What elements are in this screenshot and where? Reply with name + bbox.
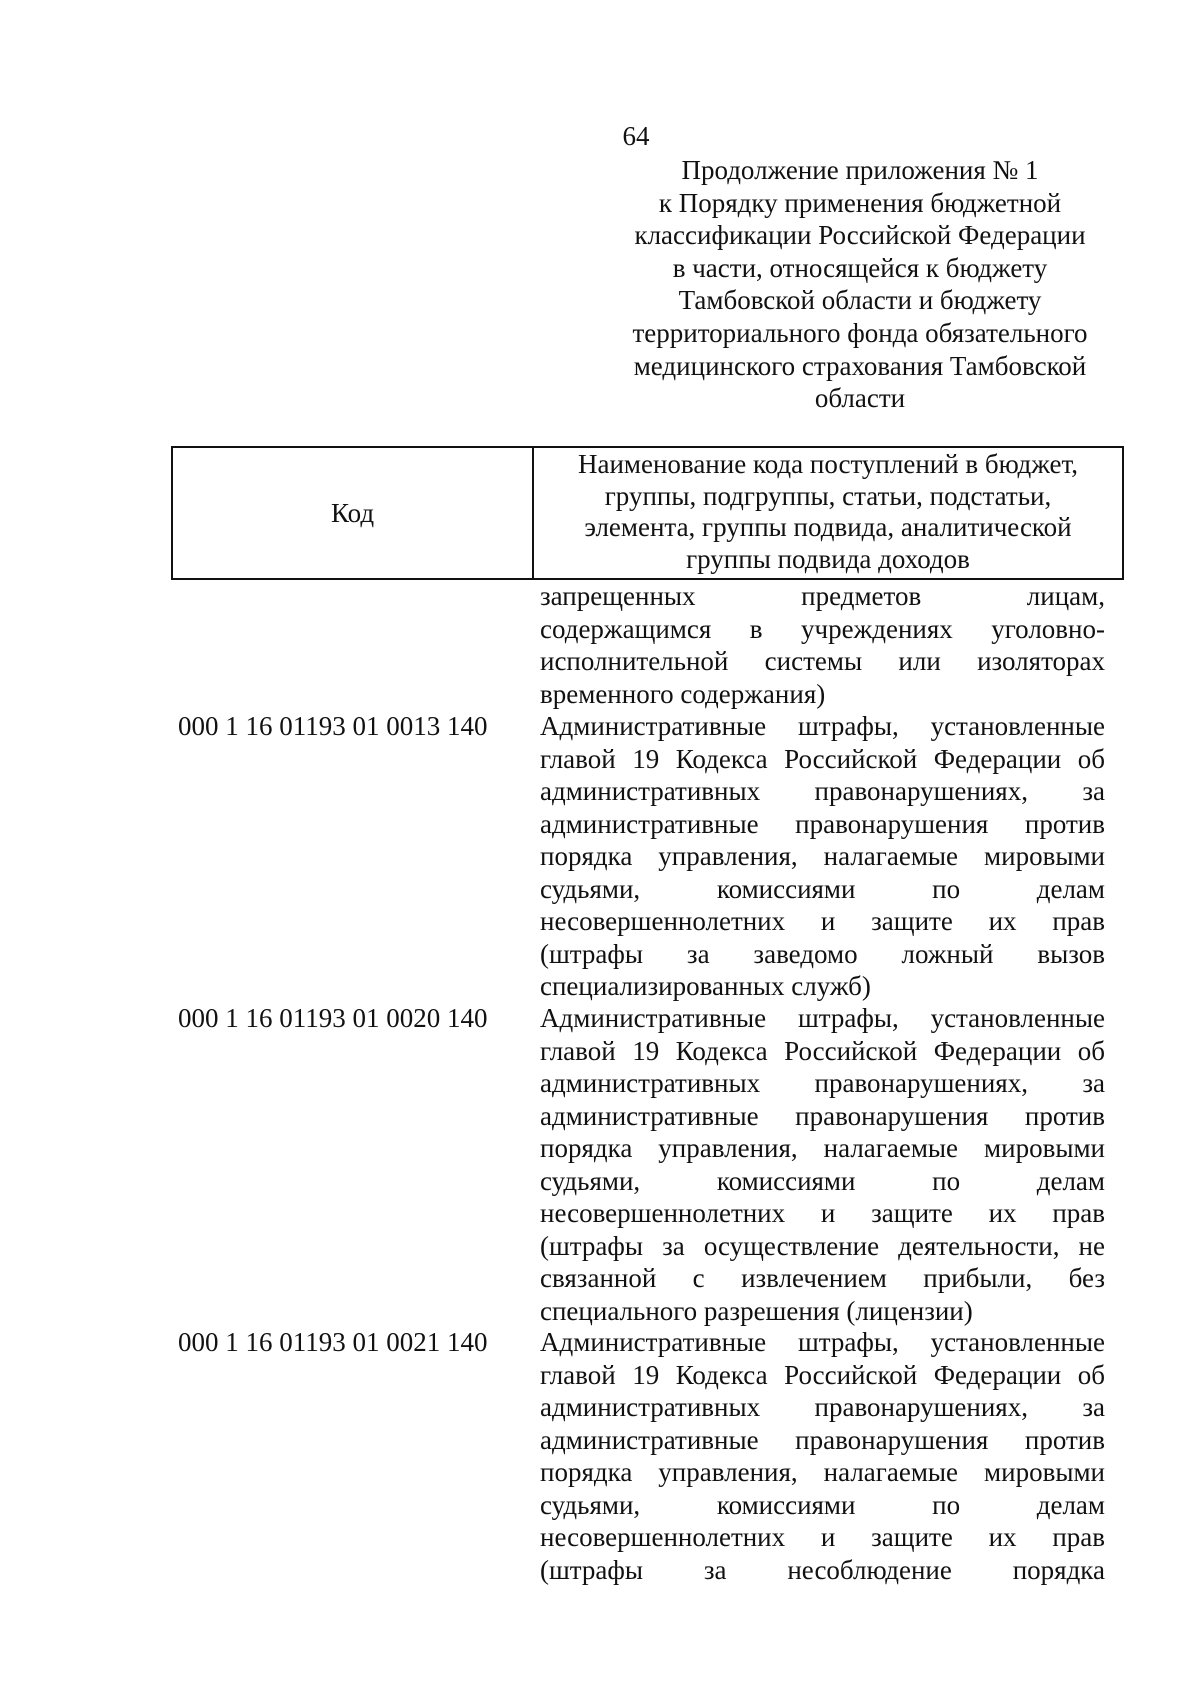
name-header-line: группы, подгруппы, статьи, подстатьи, [604,480,1052,511]
table-header [171,446,1124,580]
description-line: административные правонарушения против [540,808,1105,839]
description-line: порядка управления, налагаемые мировыми [540,1457,1105,1487]
appendix-header-line: классификации Российской Федерации [634,220,1086,251]
description-line: главой 19 Кодекса Российской Федерации об [540,1035,1105,1066]
description-line: Административные штрафы, установленные [540,711,1105,741]
description-line: судьями, комиссиями по делам [540,873,1105,904]
description-line: несовершеннолетних и защите их прав [540,1522,1105,1552]
description-line: (штрафы за осуществление деятельности, не [540,1230,1105,1261]
row-description [540,710,1105,1003]
description-line: судьями, комиссиями по делам [540,1489,1105,1520]
description-line: административных правонарушениях, за [540,776,1105,806]
appendix-header-line: в части, относящейся к бюджету [672,252,1048,283]
description-line: административных правонарушениях, за [540,1392,1105,1422]
description-line: главой 19 Кодекса Российской Федерации об [540,743,1105,774]
description-line: (штрафы за заведомо ложный вызов [540,938,1105,969]
code-column-header: Код [173,448,534,578]
description-line: порядка управления, налагаемые мировыми [540,841,1105,871]
description-line: Административные штрафы, установленные [540,1003,1105,1033]
name-column-header [534,448,1122,578]
description-line: судьями, комиссиями по делам [540,1165,1105,1196]
description-line: (штрафы за несоблюдение порядка [540,1554,1105,1585]
appendix-header-line: Тамбовской области и бюджету [678,285,1042,316]
description-line: несовершеннолетних и защите их прав [540,1198,1105,1228]
appendix-header-line: территориального фонда обязательного [632,317,1088,348]
row-code: 000 1 16 01193 01 0020 140 [178,1003,488,1033]
description-line: несовершеннолетних и защите их прав [540,906,1105,936]
description-line: запрещенных предметов лицам, [540,581,1105,611]
description-line: порядка управления, налагаемые мировыми [540,1133,1105,1163]
row-code: 000 1 16 01193 01 0013 140 [178,711,488,741]
description-line: Административные штрафы, установленные [540,1327,1105,1357]
row-description [540,1326,1105,1586]
description-line: административных правонарушениях, за [540,1068,1105,1098]
description-line: специализированных служб) [540,971,871,1001]
description-line: специального разрешения (лицензии) [540,1295,973,1326]
appendix-header-line: к Порядку применения бюджетной [658,187,1062,218]
description-line: административные правонарушения против [540,1100,1105,1131]
name-header-line: Наименование кода поступлений в бюджет, [577,449,1079,479]
appendix-header-line: области [814,383,906,414]
row-code: 000 1 16 01193 01 0021 140 [178,1327,488,1357]
page-number: 64 [622,121,650,151]
description-line: временного содержания) [540,678,826,709]
row-description [540,580,1105,710]
description-line: содержащимся в учреждениях уголовно- [540,613,1105,644]
description-line: исполнительной системы или изоляторах [540,646,1105,676]
row-description [540,1002,1105,1327]
name-header-line: группы подвида доходов [686,543,970,574]
description-line: связанной с извлечением прибыли, без [540,1263,1105,1293]
description-line: административные правонарушения против [540,1424,1105,1455]
appendix-header-line: Продолжение приложения № 1 [681,155,1039,185]
appendix-header-line: медицинского страхования Тамбовской [633,350,1087,381]
appendix-header [600,154,1120,415]
description-line: главой 19 Кодекса Российской Федерации об [540,1359,1105,1390]
name-header-line: элемента, группы подвида, аналитической [584,512,1072,542]
